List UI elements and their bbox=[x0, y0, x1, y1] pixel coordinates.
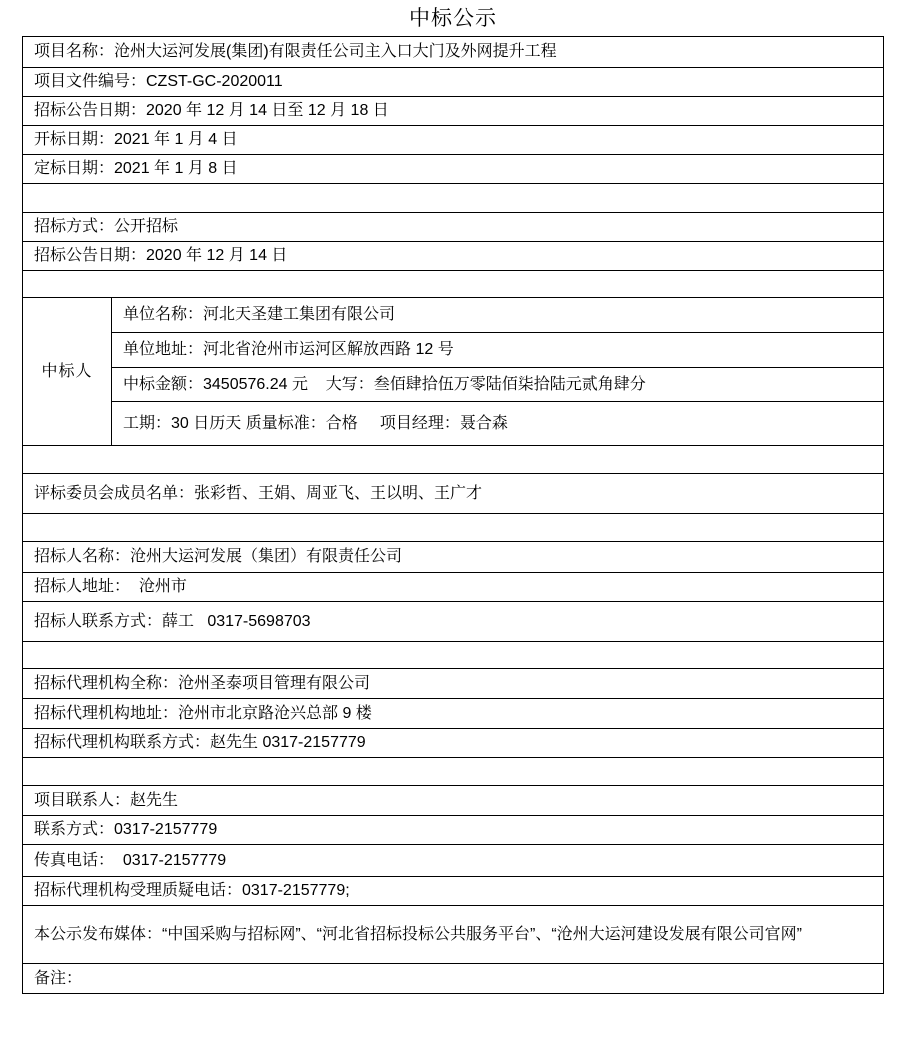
project-contact-person: 项目联系人：赵先生 bbox=[23, 786, 884, 816]
table-row bbox=[23, 729, 884, 758]
table-row bbox=[23, 906, 884, 964]
table-row bbox=[23, 97, 884, 126]
winner-row bbox=[23, 298, 884, 333]
winner-row bbox=[23, 368, 884, 402]
agency-full-name: 招标代理机构全称：沧州圣泰项目管理有限公司 bbox=[23, 669, 884, 699]
table-row bbox=[23, 474, 884, 514]
winner-bid-amount: 中标金额：3450576.24 元 大写：叁佰肆拾伍万零陆佰柒拾陆元贰角肆分 bbox=[112, 368, 884, 402]
agency-contact: 招标代理机构联系方式：赵先生 0317-2157779 bbox=[23, 729, 884, 758]
award-date: 定标日期：2021 年 1 月 8 日 bbox=[23, 155, 884, 184]
table-row bbox=[23, 37, 884, 68]
tenderer-address: 招标人地址： 沧州市 bbox=[23, 573, 884, 602]
tenderer-contact: 招标人联系方式：薛工 0317-5698703 bbox=[23, 602, 884, 642]
table-row bbox=[23, 699, 884, 729]
project-file-number: 项目文件编号：CZST-GC-2020011 bbox=[23, 68, 884, 97]
empty-row bbox=[23, 446, 884, 474]
agency-objection-phone: 招标代理机构受理质疑电话：0317-2157779; bbox=[23, 877, 884, 906]
winner-company-address: 单位地址：河北省沧州市运河区解放西路 12 号 bbox=[112, 333, 884, 368]
table-row bbox=[23, 542, 884, 573]
empty-cell bbox=[23, 446, 884, 474]
winner-duration-quality-manager: 工期：30 日历天 质量标准：合格 项目经理：聂合森 bbox=[112, 402, 884, 446]
empty-cell bbox=[23, 271, 884, 298]
table-row bbox=[23, 213, 884, 242]
empty-cell bbox=[23, 514, 884, 542]
bid-opening-date: 开标日期：2021 年 1 月 4 日 bbox=[23, 126, 884, 155]
winner-label: 中标人 bbox=[23, 298, 112, 446]
empty-cell bbox=[23, 184, 884, 213]
evaluation-committee-members: 评标委员会成员名单：张彩哲、王娟、周亚飞、王以明、王广才 bbox=[23, 474, 884, 514]
publication-media: 本公示发布媒体：“中国采购与招标网”、“河北省招标投标公共服务平台”、“沧州大运河建设发展有限公司官网” bbox=[23, 906, 884, 964]
winner-company-name: 单位名称：河北天圣建工集团有限公司 bbox=[112, 298, 884, 333]
empty-cell bbox=[23, 758, 884, 786]
table-row bbox=[23, 669, 884, 699]
project-name: 项目名称：沧州大运河发展(集团)有限责任公司主入口大门及外网提升工程 bbox=[23, 37, 884, 68]
table-row bbox=[23, 155, 884, 184]
empty-cell bbox=[23, 642, 884, 669]
table-row bbox=[23, 964, 884, 994]
contact-phone: 联系方式：0317-2157779 bbox=[23, 816, 884, 845]
tender-notice-period: 招标公告日期：2020 年 12 月 14 日至 12 月 18 日 bbox=[23, 97, 884, 126]
empty-row bbox=[23, 184, 884, 213]
empty-row bbox=[23, 758, 884, 786]
empty-row bbox=[23, 642, 884, 669]
remarks: 备注： bbox=[23, 964, 884, 994]
fax-phone: 传真电话： 0317-2157779 bbox=[23, 845, 884, 877]
table-row bbox=[23, 845, 884, 877]
table-row bbox=[23, 68, 884, 97]
page-title: 中标公示 bbox=[409, 7, 497, 30]
table-row bbox=[23, 573, 884, 602]
announcement-table bbox=[22, 36, 884, 994]
empty-row bbox=[23, 514, 884, 542]
table-row bbox=[23, 816, 884, 845]
tender-notice-date: 招标公告日期：2020 年 12 月 14 日 bbox=[23, 242, 884, 271]
table-row bbox=[23, 602, 884, 642]
table-row bbox=[23, 786, 884, 816]
tender-method: 招标方式：公开招标 bbox=[23, 213, 884, 242]
empty-row bbox=[23, 271, 884, 298]
winner-row bbox=[23, 333, 884, 368]
table-row bbox=[23, 126, 884, 155]
table-row bbox=[23, 877, 884, 906]
agency-address: 招标代理机构地址：沧州市北京路沧兴总部 9 楼 bbox=[23, 699, 884, 729]
winner-row bbox=[23, 402, 884, 446]
tenderer-name: 招标人名称：沧州大运河发展（集团）有限责任公司 bbox=[23, 542, 884, 573]
table-row bbox=[23, 242, 884, 271]
